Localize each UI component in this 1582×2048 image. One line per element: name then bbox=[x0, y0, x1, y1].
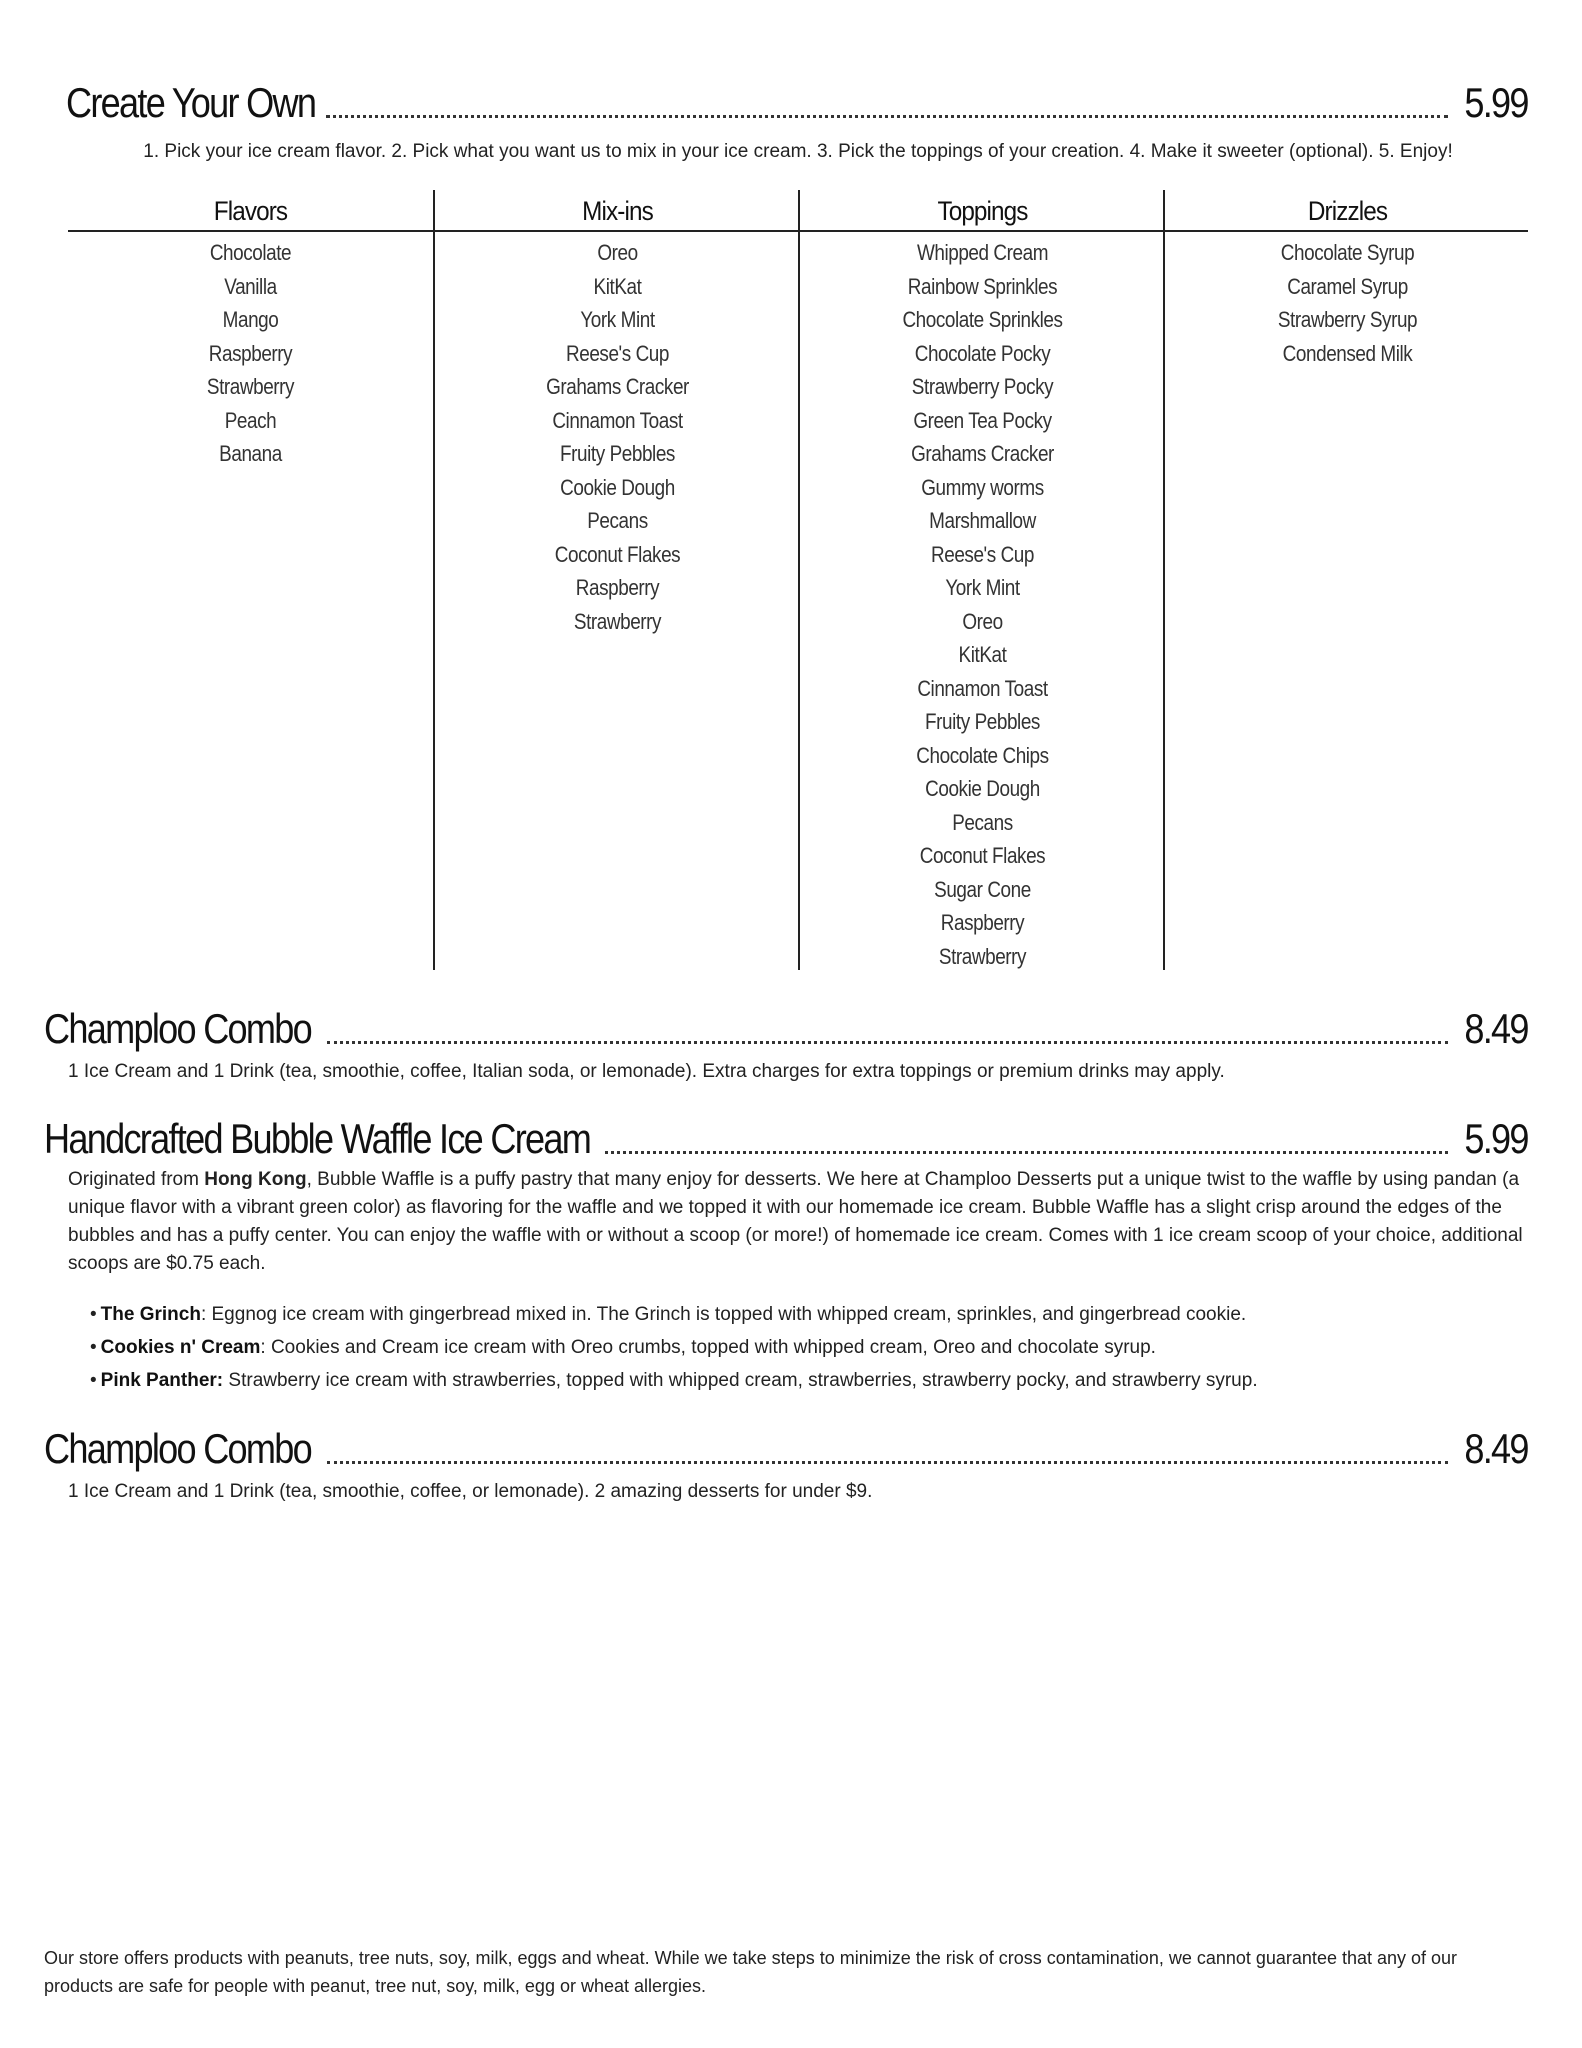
mixins-list bbox=[435, 232, 800, 638]
dotted-leader bbox=[327, 1041, 1449, 1044]
list-item: Pecans bbox=[952, 809, 1013, 835]
list-item: Strawberry Pocky bbox=[911, 374, 1054, 399]
list-item: Grahams Cracker bbox=[546, 374, 689, 399]
list-item: KitKat bbox=[958, 642, 1007, 667]
list-item: KitKat bbox=[593, 273, 642, 299]
section-price: 8.49 bbox=[1464, 1005, 1528, 1052]
special-name: Pink Panther: bbox=[100, 1370, 224, 1391]
column-heading: Mix-ins bbox=[582, 196, 653, 226]
build-columns bbox=[68, 190, 1528, 970]
section-price: 8.49 bbox=[1464, 1425, 1528, 1472]
list-item: Grahams Cracker bbox=[911, 441, 1054, 466]
special-name: Cookies n' Cream bbox=[100, 1337, 261, 1358]
list-item: Chocolate Sprinkles bbox=[902, 307, 1063, 332]
column-drizzles bbox=[1163, 190, 1530, 970]
list-item: York Mint bbox=[580, 307, 655, 332]
bullet: • bbox=[90, 1304, 97, 1325]
list-item: Oreo bbox=[962, 608, 1003, 634]
list-item: Coconut Flakes bbox=[919, 843, 1046, 868]
list-item: Cookie Dough bbox=[560, 474, 675, 500]
list-item: Cinnamon Toast bbox=[917, 675, 1048, 701]
desc-bold: Hong Kong bbox=[204, 1169, 307, 1190]
list-item: Reese's Cup bbox=[565, 340, 669, 366]
list-item: Fruity Pebbles bbox=[560, 441, 675, 466]
list-item: Cinnamon Toast bbox=[552, 407, 683, 433]
list-item: Marshmallow bbox=[929, 508, 1036, 533]
section-title: Champloo Combo bbox=[44, 1005, 312, 1052]
desc-text: , Bubble Waffle is a puffy pastry that many enjoy for desserts. We here at Champloo Desserts put a unique twist to the waffle by using pandan (a unique flavor with a vibrant green color) as flavoring for the waffle and we topped it with our homemade ice cream. Bubble Waffle has a slight crisp around the edges of the bubbles and has a puffy center. You can enjoy the waffle with or without a scoop (or more!) of homemade ice cream. Comes with 1 ice cream scoop of your choice, additional scoops are $0.75 each. bbox=[68, 1169, 1523, 1274]
list-item: Caramel Syrup bbox=[1287, 273, 1408, 299]
section-title: Champloo Combo bbox=[44, 1425, 312, 1472]
column-heading: Toppings bbox=[937, 196, 1028, 226]
special-text: : Eggnog ice cream with gingerbread mixed in. The Grinch is topped with whipped cream, sprinkles, and gingerbread cookie. bbox=[200, 1304, 1247, 1325]
create-your-own-header bbox=[66, 79, 1528, 126]
list-item: Reese's Cup bbox=[930, 541, 1034, 567]
list-item: Strawberry bbox=[573, 608, 662, 634]
combo-description: 1 Ice Cream and 1 Drink (tea, smoothie, coffee, Italian soda, or lemonade). Extra charges for extra toppings or premium drinks may apply. bbox=[68, 1061, 1225, 1082]
list-item: Banana bbox=[219, 441, 282, 466]
list-item: Rainbow Sprinkles bbox=[907, 273, 1058, 299]
special-item bbox=[90, 1298, 1530, 1331]
list-item: Oreo bbox=[597, 240, 638, 265]
combo-header bbox=[44, 1425, 1528, 1472]
column-heading: Drizzles bbox=[1307, 196, 1388, 226]
list-item: Chocolate bbox=[209, 240, 292, 265]
list-item: Strawberry Syrup bbox=[1277, 307, 1418, 332]
section-title: Create Your Own bbox=[66, 79, 316, 126]
combo-header bbox=[44, 1005, 1528, 1052]
list-item: Raspberry bbox=[575, 575, 660, 600]
section-price: 5.99 bbox=[1464, 79, 1528, 126]
column-toppings bbox=[798, 190, 1165, 970]
special-text: : Cookies and Cream ice cream with Oreo crumbs, topped with whipped cream, Oreo and chocolate syrup. bbox=[260, 1337, 1156, 1358]
section-title: Handcrafted Bubble Waffle Ice Cream bbox=[44, 1115, 591, 1162]
bullet: • bbox=[90, 1370, 97, 1391]
list-item: Chocolate Syrup bbox=[1280, 240, 1415, 265]
waffle-header bbox=[44, 1115, 1528, 1162]
list-item: Condensed Milk bbox=[1282, 340, 1413, 366]
list-item: Coconut Flakes bbox=[554, 541, 681, 567]
list-item: Strawberry bbox=[938, 943, 1027, 969]
list-item: Cookie Dough bbox=[925, 776, 1040, 801]
list-item: Gummy worms bbox=[921, 474, 1044, 500]
special-name: The Grinch bbox=[100, 1304, 201, 1325]
dotted-leader bbox=[605, 1151, 1448, 1154]
list-item: Vanilla bbox=[224, 273, 277, 299]
create-steps: 1. Pick your ice cream flavor. 2. Pick what you want us to mix in your ice cream. 3. Pick the toppings of your creation. 4. Make it sweeter (optional). 5. Enjoy! bbox=[143, 141, 1453, 162]
column-flavors bbox=[68, 190, 433, 970]
section-price: 5.99 bbox=[1464, 1115, 1528, 1162]
special-text: Strawberry ice cream with strawberries, topped with whipped cream, strawberries, strawberry pocky, and strawberry syrup. bbox=[223, 1370, 1258, 1391]
waffle-specials bbox=[90, 1298, 1530, 1397]
column-heading: Flavors bbox=[213, 196, 288, 226]
list-item: Pecans bbox=[587, 508, 648, 533]
special-item bbox=[90, 1331, 1530, 1364]
combo-description: 1 Ice Cream and 1 Drink (tea, smoothie, coffee, or lemonade). 2 amazing desserts for under $9. bbox=[68, 1481, 873, 1502]
list-item: Green Tea Pocky bbox=[913, 407, 1052, 433]
list-item: Peach bbox=[224, 407, 277, 433]
list-item: Sugar Cone bbox=[934, 876, 1031, 902]
list-item: Raspberry bbox=[940, 910, 1025, 935]
dotted-leader bbox=[326, 115, 1448, 118]
allergen-disclaimer: Our store offers products with peanuts, tree nuts, soy, milk, eggs and wheat. While we take steps to minimize the risk of cross contamination, we cannot guarantee that any of our products are safe for people with peanut, tree nut, soy, milk, egg or wheat allergies. bbox=[44, 1948, 1458, 1996]
dotted-leader bbox=[327, 1461, 1449, 1464]
toppings-list bbox=[800, 232, 1165, 973]
list-item: Whipped Cream bbox=[916, 240, 1049, 265]
bullet: • bbox=[90, 1337, 97, 1358]
list-item: York Mint bbox=[945, 575, 1020, 600]
list-item: Fruity Pebbles bbox=[925, 709, 1040, 734]
special-item bbox=[90, 1364, 1530, 1397]
list-item: Mango bbox=[222, 307, 279, 332]
column-mixins bbox=[433, 190, 800, 970]
waffle-description bbox=[68, 1166, 1528, 1278]
drizzles-list bbox=[1165, 232, 1530, 370]
list-item: Chocolate Pocky bbox=[914, 340, 1051, 366]
list-item: Strawberry bbox=[206, 374, 295, 399]
list-item: Chocolate Chips bbox=[916, 742, 1049, 768]
flavors-list bbox=[68, 232, 433, 471]
list-item: Raspberry bbox=[208, 340, 293, 366]
desc-text: Originated from bbox=[68, 1169, 205, 1190]
